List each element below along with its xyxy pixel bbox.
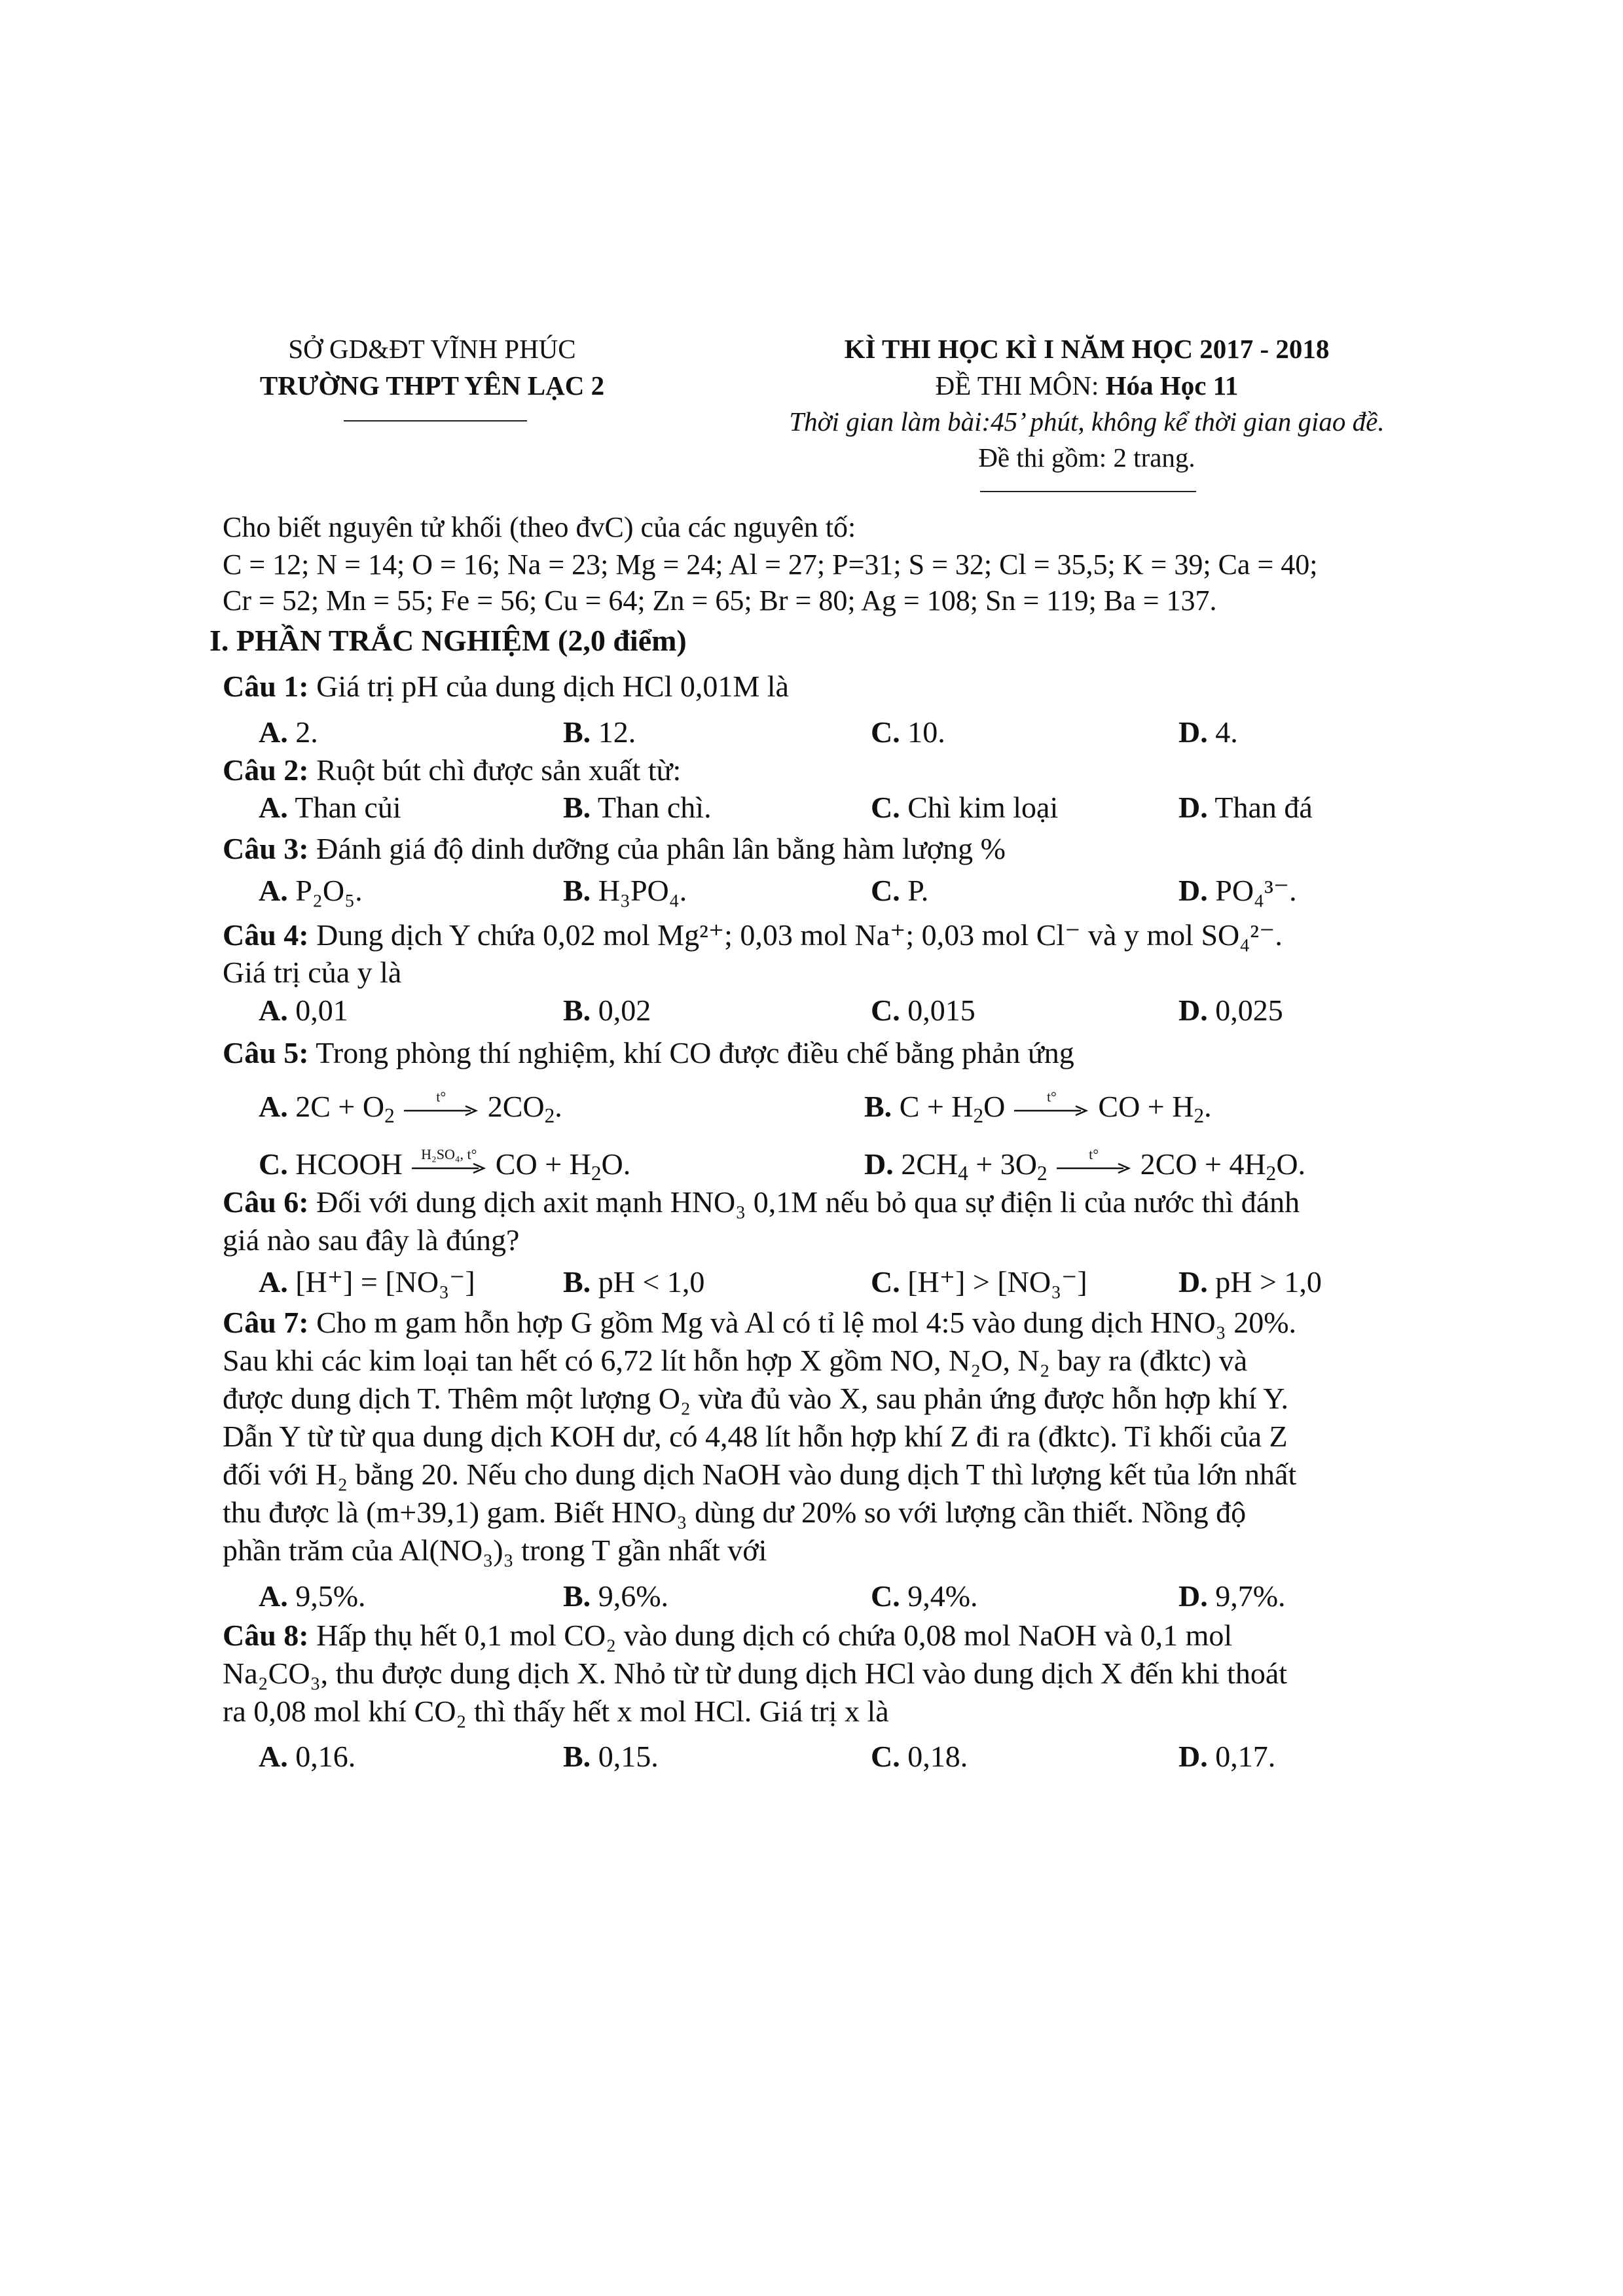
question-4-line-2: Giá trị của y là bbox=[223, 956, 402, 989]
question-text: Trong phòng thí nghiệm, khí CO được điều chế bằng phản ứng bbox=[316, 1036, 1074, 1069]
question-8-line: ra 0,08 mol khí CO₂ thì thấy hết x mol HCl. Giá trị x là bbox=[223, 1695, 889, 1728]
q3-option-c: C. P. bbox=[871, 874, 929, 907]
q4-option-c: C. 0,015 bbox=[871, 994, 976, 1027]
atomic-masses-line-1: C = 12; N = 14; O = 16; Na = 23; Mg = 24; Al = 27; P=31; S = 32; Cl = 35,5; K = 39; Ca = 40; bbox=[223, 548, 1318, 581]
question-1 bbox=[223, 668, 789, 706]
q8-option-a: A. 0,16. bbox=[259, 1740, 356, 1773]
exam-subject-name: Hóa Học 11 bbox=[1105, 370, 1239, 401]
q5-option-a: A. $2C + O_2$ t° $2CO_2$. bbox=[259, 1088, 562, 1127]
exam-time: Thời gian làm bài:45’ phút, không kể thời gian giao đề. bbox=[789, 406, 1385, 437]
question-8 bbox=[223, 1617, 1232, 1655]
q7-option-d: D. 9,7%. bbox=[1178, 1579, 1286, 1613]
q5-option-c: C. HCOOH H₂SO₄, t° CO + $H_2O$. bbox=[259, 1146, 631, 1185]
question-label: Câu 1: bbox=[223, 670, 309, 703]
reaction-arrow: H₂SO₄, t° bbox=[410, 1154, 488, 1180]
question-4 bbox=[223, 916, 1283, 954]
question-7-line: thu được là (m+39,1) gam. Biết HNO₃ dùng dư 20% so với lượng cần thiết. Nồng độ bbox=[223, 1496, 1247, 1529]
question-label: Câu 4: bbox=[223, 918, 309, 952]
q2-option-b: B. Than chì. bbox=[563, 791, 712, 824]
question-text: Cho m gam hỗn hợp G gồm Mg và Al có tỉ lệ mol 4:5 vào dung dịch HNO₃ 20%. bbox=[316, 1306, 1297, 1339]
q8-option-b: B. 0,15. bbox=[563, 1740, 659, 1773]
q3-option-a: A. P₂O₅. bbox=[259, 874, 363, 907]
question-6-line-2: giá nào sau đây là đúng? bbox=[223, 1223, 520, 1257]
question-6 bbox=[223, 1183, 1300, 1221]
question-3 bbox=[223, 830, 1006, 868]
q7-option-a: A. 9,5%. bbox=[259, 1579, 366, 1613]
question-7-line: phần trăm của Al(NO₃)₃ trong T gần nhất với bbox=[223, 1534, 767, 1567]
question-text: Đối với dung dịch axit mạnh HNO₃ 0,1M nếu bỏ qua sự điện li của nước thì đánh bbox=[316, 1185, 1300, 1219]
q8-option-d: D. 0,17. bbox=[1178, 1740, 1276, 1773]
exam-subject bbox=[714, 368, 1460, 403]
question-label: Câu 2: bbox=[223, 753, 309, 787]
department-name: SỞ GD&ĐT VĨNH PHÚC bbox=[288, 334, 576, 364]
q4-option-b: B. 0,02 bbox=[563, 994, 651, 1027]
header-right-rule bbox=[980, 491, 1196, 492]
question-text: Đánh giá độ dinh dưỡng của phân lân bằng hàm lượng % bbox=[316, 832, 1006, 865]
q4-option-a: A. 0,01 bbox=[259, 994, 348, 1027]
question-2 bbox=[223, 751, 681, 789]
q4-option-d: D. 0,025 bbox=[1178, 994, 1283, 1027]
exam-pages: Đề thi gồm: 2 trang. bbox=[978, 442, 1195, 473]
q1-option-b: B. 12. bbox=[563, 715, 636, 749]
q2-option-d: D. Than đá bbox=[1178, 791, 1313, 824]
q6-option-a: A. [H⁺] = [NO₃⁻] bbox=[259, 1265, 475, 1299]
question-7 bbox=[223, 1304, 1296, 1342]
question-label: Câu 3: bbox=[223, 832, 309, 865]
question-7-line: Sau khi các kim loại tan hết có 6,72 lít hỗn hợp X gồm NO, N₂O, N₂ bay ra (đktc) và bbox=[223, 1344, 1248, 1377]
q2-option-c: C. Chì kim loại bbox=[871, 791, 1059, 824]
question-8-line: Na₂CO₃, thu được dung dịch X. Nhỏ từ từ dung dịch HCl vào dung dịch X đến khi thoát bbox=[223, 1657, 1288, 1690]
school-name: TRƯỜNG THPT YÊN LẠC 2 bbox=[259, 370, 605, 401]
question-text: Hấp thụ hết 0,1 mol CO₂ vào dung dịch có chứa 0,08 mol NaOH và 0,1 mol bbox=[316, 1619, 1233, 1652]
section-title: I. PHẦN TRẮC NGHIỆM (2,0 điểm) bbox=[210, 624, 687, 657]
reaction-arrow: t° bbox=[1055, 1154, 1133, 1180]
q5-option-b: B. $C + H_2O$ t° CO + $H_2$. bbox=[864, 1088, 1212, 1127]
q3-option-b: B. H₃PO₄. bbox=[563, 874, 687, 907]
q1-option-c: C. 10. bbox=[871, 715, 945, 749]
q7-option-b: B. 9,6%. bbox=[563, 1579, 669, 1613]
q7-option-c: C. 9,4%. bbox=[871, 1579, 978, 1613]
question-text: Ruột bút chì được sản xuất từ: bbox=[316, 753, 682, 787]
question-text: Giá trị pH của dung dịch HCl 0,01M là bbox=[316, 670, 789, 703]
question-label: Câu 8: bbox=[223, 1619, 309, 1652]
question-5 bbox=[223, 1034, 1074, 1072]
question-label: Câu 7: bbox=[223, 1306, 309, 1339]
atomic-masses-line-2: Cr = 52; Mn = 55; Fe = 56; Cu = 64; Zn = 65; Br = 80; Ag = 108; Sn = 119; Ba = 137. bbox=[223, 584, 1217, 617]
exam-subject-prefix: ĐỀ THI MÔN: bbox=[935, 370, 1106, 401]
question-label: Câu 6: bbox=[223, 1185, 309, 1219]
exam-title: KÌ THI HỌC KÌ I NĂM HỌC 2017 - 2018 bbox=[844, 334, 1330, 364]
header-left-rule bbox=[344, 420, 527, 422]
q6-option-b: B. pH < 1,0 bbox=[563, 1265, 705, 1299]
question-7-line: được dung dịch T. Thêm một lượng O₂ vừa đủ vào X, sau phản ứng được hỗn hợp khí Y. bbox=[223, 1382, 1289, 1415]
q3-option-d: D. PO₄³⁻. bbox=[1178, 874, 1297, 907]
reaction-arrow: t° bbox=[403, 1096, 480, 1122]
question-7-line: Dẫn Y từ từ qua dung dịch KOH dư, có 4,48 lít hỗn hợp khí Z đi ra (đktc). Tỉ khối của Z bbox=[223, 1420, 1288, 1453]
q8-option-c: C. 0,18. bbox=[871, 1740, 968, 1773]
question-7-line: đối với H₂ bằng 20. Nếu cho dung dịch NaOH vào dung dịch T thì lượng kết tủa lớn nhất bbox=[223, 1458, 1297, 1491]
q5-option-d: D. $2CH_4 + 3O_2$ t° $2CO + 4H_2O$. bbox=[864, 1146, 1306, 1185]
q2-option-a: A. Than củi bbox=[259, 791, 401, 824]
question-text: Dung dịch Y chứa 0,02 mol Mg²⁺; 0,03 mol Na⁺; 0,03 mol Cl⁻ và y mol SO₄²⁻. bbox=[316, 918, 1283, 952]
q1-option-d: D. 4. bbox=[1178, 715, 1238, 749]
q6-option-c: C. [H⁺] > [NO₃⁻] bbox=[871, 1265, 1087, 1299]
q1-option-a: A. 2. bbox=[259, 715, 318, 749]
reaction-arrow: t° bbox=[1013, 1096, 1090, 1122]
question-label: Câu 5: bbox=[223, 1036, 309, 1069]
q6-option-d: D. pH > 1,0 bbox=[1178, 1265, 1322, 1299]
atomic-masses-intro: Cho biết nguyên tử khối (theo đvC) của các nguyên tố: bbox=[223, 511, 856, 543]
